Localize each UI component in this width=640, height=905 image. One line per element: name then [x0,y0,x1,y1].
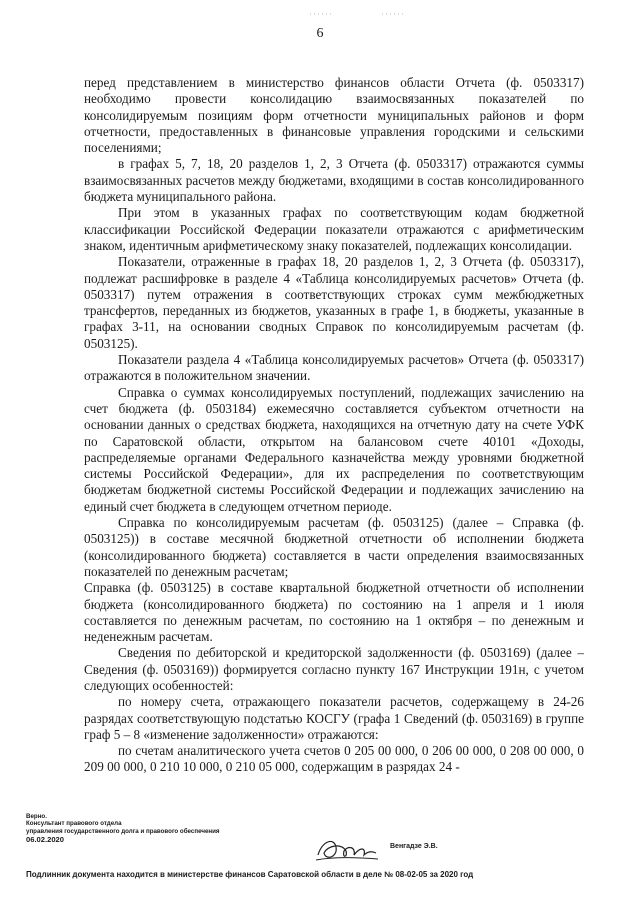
paragraph: Сведения по дебиторской и кредиторской задолженности (ф. 0503169) (далее – Сведения (ф. 0503169)) формируется согласно пункту 167 Инструкции 191н, с учетом следующих особенностей: [84,645,584,693]
paragraph: Показатели раздела 4 «Таблица консолидируемых расчетов» Отчета (ф. 0503317) отражаются в положительном значении. [84,352,584,384]
certification-date: 06.02.2020 [26,835,65,845]
paragraph: Справка (ф. 0503125) в составе квартальной бюджетной отчетности об исполнении бюджета (консолидированного бюджета) по состоянию на 1 апреля и 1 июля составляется по денежным расчетам, по состоянию на 1 октября – по денежным и неденежным расчетам. [84,580,584,645]
paragraph: по счетам аналитического учета счетов 0 205 00 000, 0 206 00 000, 0 208 00 000, 0 209 00 000, 0 210 10 000, 0 210 05 000, содержащим в разрядах 24 - [84,743,584,775]
document-body [84,75,584,776]
paragraph: перед представлением в министерство финансов области Отчета (ф. 0503317) необходимо провести консолидацию взаимосвязанных показателей по консолидируемым позициям форм отчетности муниципальных районов и форм отчетности, предоставленных в финансовые управления городскими и сельскими поселениями; [84,75,584,156]
paragraph: Показатели, отраженные в графах 18, 20 разделов 1, 2, 3 Отчета (ф. 0503317), подлежат расшифровке в разделе 4 «Таблица консолидируемых расчетов» Отчета (ф. 0503317) путем отражения в соответствующих строках сумм межбюджетных трансфертов, переданных из бюджетов, указанных в графе 1, в бюджеты, указанные в графах 3-11, на основании сводных Справок по консолидируемым расчетам (ф. 0503125). [84,254,584,351]
paragraph: Справка по консолидируемым расчетам (ф. 0503125) (далее – Справка (ф. 0503125)) в составе месячной бюджетной отчетности об исполнении бюджета (консолидированного бюджета) составляется в части определения взаимосвязанных показателей по денежным расчетам; [84,515,584,579]
verified-label: Верно. [26,813,47,820]
paragraph: При этом в указанных графах по соответствующим кодам бюджетной классификации Российской Федерации показатели отражаются с арифметическим знаком, идентичным арифметическому знаку показателей, подлежащих консолидации. [84,205,584,253]
page-number: 6 [316,26,324,41]
footer-note: Подлинник документа находится в министерстве финансов Саратовской области в деле № 08-02-05 за 2020 год [26,870,474,879]
paragraph: Справка о суммах консолидируемых поступлений, подлежащих зачислению на счет бюджета (ф. 0503184) ежемесячно составляется субъектом отчетности на основании данных о средствах бюджета, находящихся на отчетную дату на счете УФК по Саратовской области, открытом на балансовом счете 40101 «Доходы, распределяемые органами Федерального казначейства между уровнями бюджетной системы Российской Федерации», для их распределения по соответствующим бюджетам бюджетной системы Российской Федерации и подлежащих зачислению на единый счет бюджета в следующем отчетном периоде. [84,384,584,514]
paragraph: в графах 5, 7, 18, 20 разделов 1, 2, 3 Отчета (ф. 0503317) отражаются суммы взаимосвязанных расчетов между бюджетами, входящими в состав консолидированного бюджета муниципального района. [84,156,584,205]
position-line: управления государственного долга и правового обеспечения [26,827,220,835]
signer-name: Венгадзе Э.В. [390,843,438,850]
certification-block [26,813,266,845]
paragraph: по номеру счета, отражающего показатели расчетов, содержащему в 24-26 разрядах соответствующую подстатью КОСГУ (графа 1 Сведений (ф. 0503169) в группе граф 5 – 8 «изменение задолженности» отражаются: [84,694,584,742]
position-line: Консультант правового отдела [26,820,122,828]
handwritten-signature [312,833,382,867]
scan-marks [300,4,420,10]
